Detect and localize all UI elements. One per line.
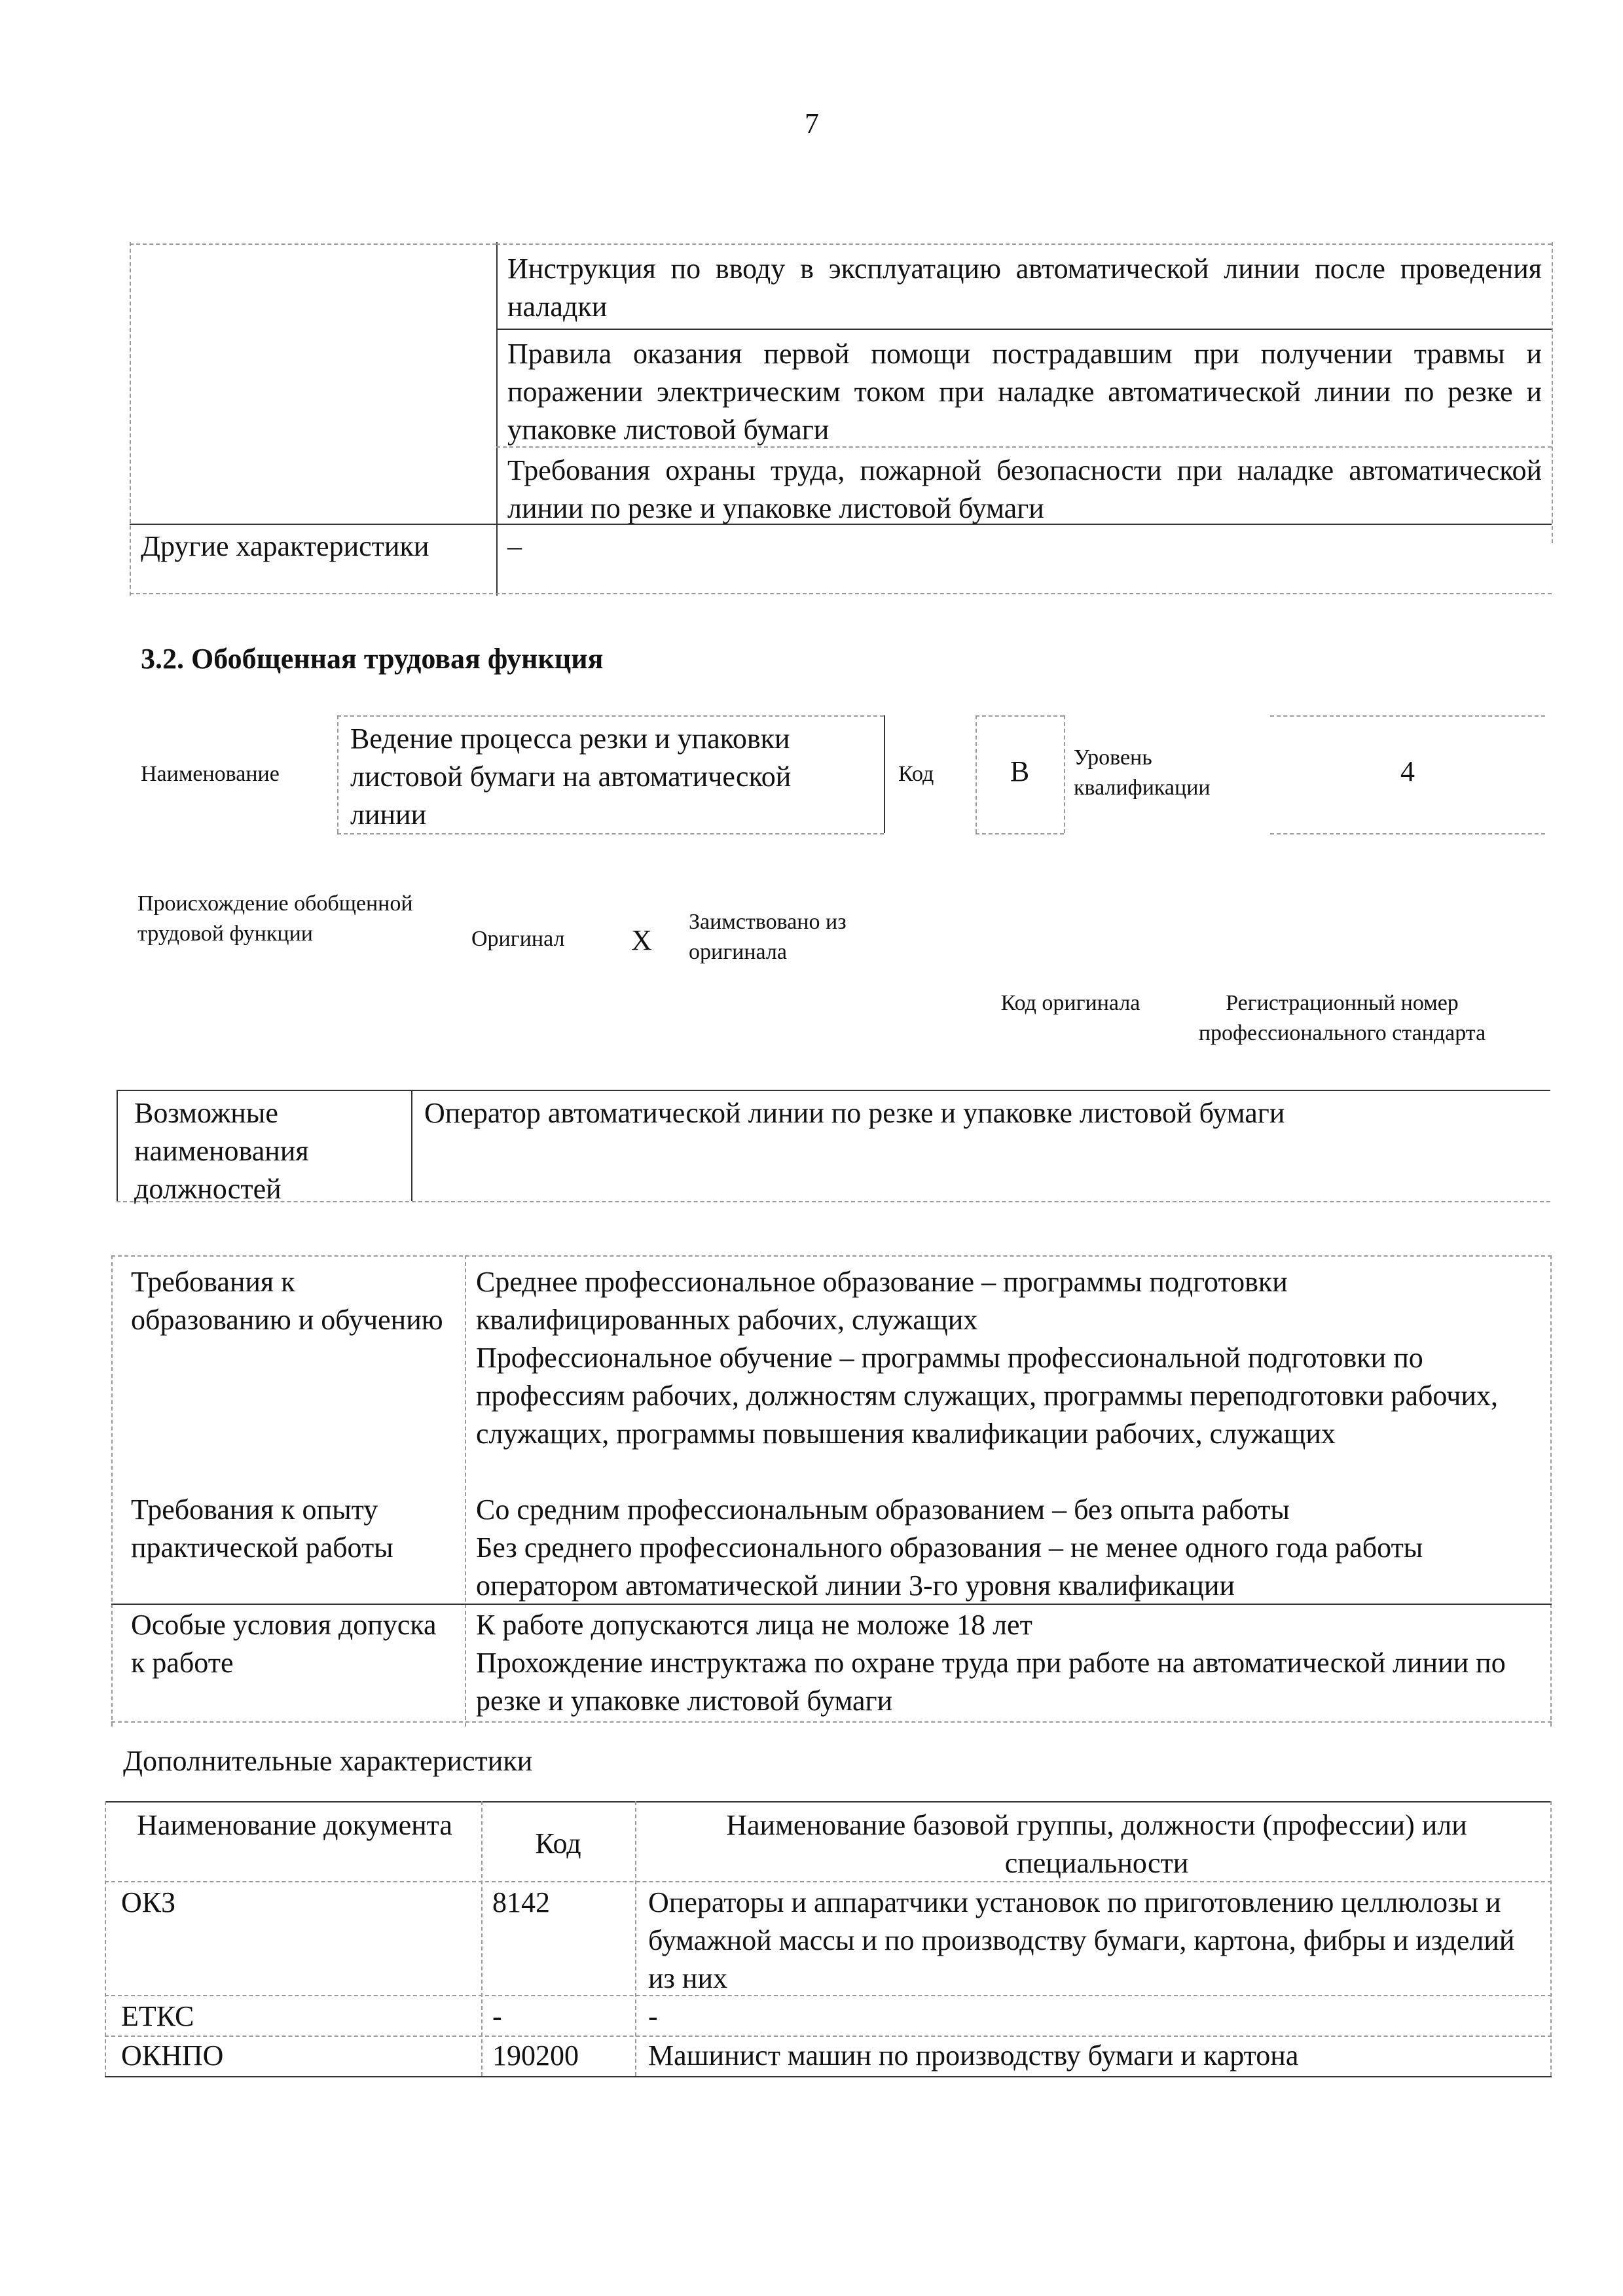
original-label: Оригинал [471, 927, 565, 951]
req-education-line-1: Среднее профессиональное образование – программы подготовки квалифицированных рабочих, служащих [476, 1266, 1288, 1336]
page-number: 7 [805, 107, 819, 139]
req-education-label: Требования к образованию и обучению [131, 1266, 443, 1336]
original-mark: X [631, 924, 652, 956]
section-title: 3.2. Обобщенная трудовая функция [141, 643, 604, 675]
req-special-line-1: К работе допускаются лица не моложе 18 лет [476, 1609, 1032, 1641]
additional-title: Дополнительные характеристики [123, 1745, 533, 1777]
code-caption: Код оригинала [1000, 991, 1140, 1015]
top-table-row-1: Инструкция по вводу в эксплуатацию автоматической линии после проведения наладки [507, 253, 1542, 323]
level-value: 4 [1400, 755, 1415, 787]
level-label: Уровень квалификации [1074, 745, 1211, 800]
req-experience-label: Требования к опыту практической работы [131, 1494, 393, 1564]
table-row-code: 8142 [492, 1886, 550, 1918]
table-row-code: 190200 [492, 2039, 579, 2072]
table-row-doc: ЕТКС [121, 2000, 194, 2032]
table-row-doc: ОКНПО [121, 2039, 224, 2072]
positions-label: Возможные наименования должностей [134, 1097, 309, 1205]
top-table-row-3: Требования охраны труда, пожарной безопасности при наладке автоматической линии по резке и упаковке листовой бумаги [507, 454, 1542, 524]
header-document: Наименование документа [137, 1809, 452, 1841]
req-special-line-2: Прохождение инструктажа по охране труда при работе на автоматической линии по резке и упаковке листовой бумаги [476, 1647, 1506, 1717]
code-label: Код [898, 762, 934, 786]
req-experience-line-1: Со средним профессиональным образованием – без опыта работы [476, 1494, 1290, 1526]
req-special-label: Особые условия допуска к работе [131, 1609, 437, 1679]
table-row-name: Операторы и аппаратчики установок по приготовлению целлюлозы и бумажной массы и по производству бумаги, картона, фибры и изделий из них [648, 1886, 1515, 1994]
reg-caption: Регистрационный номер профессионального стандарта [1198, 991, 1486, 1045]
table-row-doc: ОКЗ [121, 1886, 176, 1918]
other-characteristics-value: – [507, 530, 522, 562]
origin-label: Происхождение обобщенной трудовой функции [137, 891, 413, 946]
name-label: Наименование [141, 762, 280, 786]
positions-value: Оператор автоматической линии по резке и упаковке листовой бумаги [424, 1097, 1285, 1129]
top-table-row-2: Правила оказания первой помощи пострадавшим при получении травмы и поражении электрическим током при наладке автоматической линии по резке и упаковке листовой бумаги [507, 338, 1542, 446]
header-code: Код [535, 1827, 581, 1859]
function-name: Ведение процесса резки и упаковки листовой бумаги на автоматической линии [350, 723, 792, 831]
req-education-line-2: Профессиональное обучение – программы профессиональной подготовки по профессиям рабочих, должностям служащих, программы переподготовки рабочих, служащих, программы повышения квалификации рабочих, служащих [476, 1342, 1498, 1450]
code-value: B [1010, 755, 1030, 787]
table-row-name: - [648, 2000, 658, 2032]
table-row-code: - [492, 2000, 502, 2032]
req-experience-line-2: Без среднего профессионального образования – не менее одного года работы оператором автоматической линии 3-го уровня квалификации [476, 1532, 1423, 1602]
header-name: Наименование базовой группы, должности (профессии) или специальности [726, 1809, 1467, 1879]
borrowed-label: Заимствовано из оригинала [689, 910, 847, 964]
other-characteristics-label: Другие характеристики [141, 530, 429, 562]
table-row-name: Машинист машин по производству бумаги и картона [648, 2039, 1299, 2072]
